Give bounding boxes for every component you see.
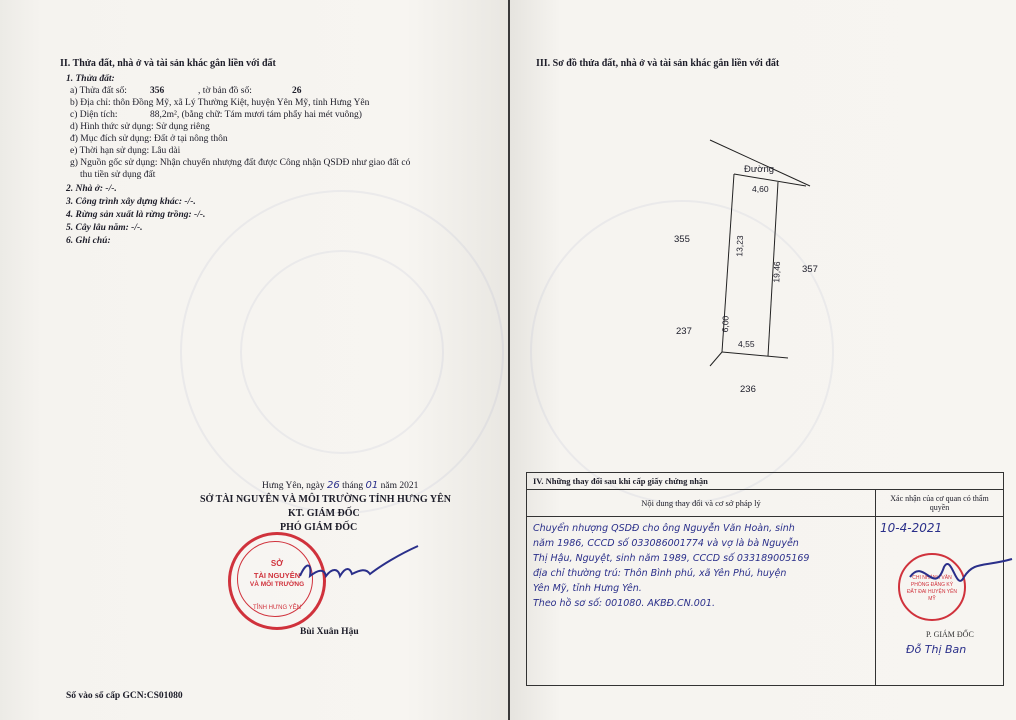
change-line-2: năm 1986, CCCD số 033086001774 và vợ là bà Nguyễn [533,538,799,549]
dim-top: 4,60 [752,184,769,194]
neighbor-236: 236 [740,384,756,395]
area-label: c) Diện tích: [70,110,118,120]
date-month: 01 [365,480,379,491]
neighbor-355: 355 [674,234,690,245]
area-value: 88,2m², (bằng chữ: Tám mươi tám phẩy hai mét vuông) [150,110,362,120]
col-confirm-header: Xác nhận của cơ quan có thẩm quyền [876,490,1004,517]
confirm-date: 10-4-2021 [880,521,943,535]
signer-role: PHÓ GIÁM ĐỐC [280,522,358,533]
confirm-signature [904,547,1014,607]
diagram-section-title: III. Sơ đồ thửa đất, nhà ở và tài sản khác gắn liền với đất [536,58,780,69]
signer-kt: KT. GIÁM ĐỐC [288,508,360,519]
neighbor-357: 357 [802,264,818,275]
neighbor-237: 237 [676,326,692,337]
dim-lower-left: 6,00 [719,315,731,333]
seal-bottom-text: TỈNH HƯNG YÊN [252,605,302,611]
change-content-cell [527,517,876,686]
confirm-cell [876,517,1004,686]
heading-other-works: 3. Công trình xây dựng khác: -/-. [66,197,196,207]
dim-left: 13,23 [734,235,746,257]
issuing-org: SỞ TÀI NGUYÊN VÀ MÔI TRƯỜNG TỈNH HƯNG YÊN [200,494,451,505]
parcel-number-value: 356 [150,86,165,96]
usage-form: d) Hình thức sử dụng: Sử dụng riêng [70,122,210,132]
right-page [510,0,1016,720]
confirm-role: P. GIÁM ĐỐC [926,630,974,639]
heading-house: 2. Nhà ở: -/-. [66,184,117,194]
director-signature [290,540,430,590]
dim-bottom: 4,55 [738,339,755,349]
change-line-1: Chuyển nhượng QSDĐ cho ông Nguyễn Văn Hoàn, sinh [533,523,795,534]
heading-land-parcel: 1. Thửa đất: [66,74,115,84]
usage-term: e) Thời hạn sử dụng: Lâu dài [70,146,181,156]
usage-origin-cont: thu tiền sử dụng đất [80,170,156,180]
dim-right: 19,46 [771,261,783,283]
section-title: II. Thửa đất, nhà ở và tài sản khác gắn liền với đất [60,58,276,69]
change-line-4: địa chỉ thường trú: Thôn Bình phú, xã Yên Phú, huyện [533,568,787,579]
watermark-seal-inner [240,250,444,454]
confirm-name: Đỗ Thị Ban [906,643,967,656]
usage-purpose: đ) Mục đích sử dụng: Đất ở tại nông thôn [70,134,228,144]
address-line: b) Địa chỉ: thôn Đồng Mỹ, xã Lý Thường Kiệt, huyện Yên Mỹ, tỉnh Hưng Yên [70,98,370,108]
registration-number: Số vào sổ cấp GCN:CS01080 [66,691,183,701]
seal-mid-text-2: VÀ MÔI TRƯỜNG [249,581,305,588]
road-label: Đường [744,164,775,175]
date-line [262,480,418,492]
change-line-3: Thị Hậu, Nguyệt, sinh năm 1989, CCCD số 033189005169 [533,553,810,564]
parcel-number-label: a) Thửa đất số: [70,86,127,96]
heading-forest: 4. Rừng sản xuất là rừng trồng: -/-. [66,210,206,220]
col-content-header: Nội dung thay đổi và cơ sở pháp lý [527,490,876,517]
branch-seal-text: CHI NHÁNH VĂN PHÒNG ĐĂNG KÝ ĐẤT ĐAI HUYỆN YÊN MỸ [906,575,958,602]
date-day: 26 [326,480,340,491]
seal-mid-text-1: TÀI NGUYÊN [253,571,301,580]
usage-origin: g) Nguồn gốc sử dụng: Nhận chuyển nhượng đất được Công nhận QSDĐ như giao đất có [70,158,411,168]
changes-title: IV. Những thay đổi sau khi cấp giấy chứng nhận [527,473,1004,490]
date-month-label: tháng [342,481,364,491]
heading-notes: 6. Ghi chú: [66,236,111,246]
date-year: năm 2021 [380,481,419,491]
change-line-6: Theo hồ sơ số: 001080. AKBĐ.CN.001. [533,598,715,609]
map-sheet-label: , tờ bản đồ số: [198,86,252,96]
signer-name: Bùi Xuân Hậu [300,627,359,637]
change-line-5: Yên Mỹ, tỉnh Hưng Yên. [533,583,642,594]
map-sheet-value: 26 [292,86,302,96]
seal-top-text: SỞ [270,559,284,568]
changes-table [526,472,1004,686]
heading-perennial: 5. Cây lâu năm: -/-. [66,223,143,233]
date-prefix: Hưng Yên, ngày [262,481,325,491]
